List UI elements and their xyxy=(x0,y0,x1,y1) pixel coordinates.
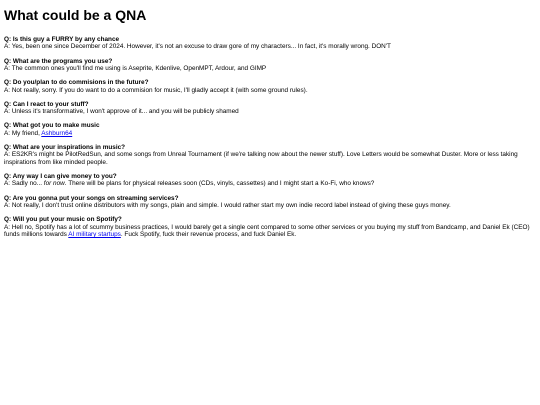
qna-item-music-start xyxy=(4,122,536,137)
answer-text: A: Not really, I don't trust online distributors with my songs, plain and simple. I would rather start my own indie record label instead of giving these guys money. xyxy=(4,202,451,210)
ashburn64-link[interactable]: Ashburn64 xyxy=(41,129,73,137)
answer-text xyxy=(4,180,536,187)
answer-text: A: Unless it's transformative, I won't approve of it... and you will be publicly shamed xyxy=(4,108,239,116)
question-text: Q: What are your inspirations in music? xyxy=(4,144,126,152)
qna-item-money xyxy=(4,173,536,188)
qna-item-inspirations xyxy=(4,144,536,166)
answer-prefix: A: Sadly no... xyxy=(4,180,44,188)
answer-text: A: Not really, sorry. If you do want to do a commision for music, I'll gladly accept it (with some ground rules). xyxy=(4,86,308,94)
answer-text: A: ES2KR's might be PilotRedSun, and some songs from Unreal Tournament (if we're talking now about the newer stuff). Love Letters would be somewhat Duster. More or less taking inspirations from like minded people. xyxy=(4,151,518,166)
answer-text xyxy=(4,224,536,239)
question-text: Q: Do you/plan to do commisions in the future? xyxy=(4,79,149,87)
answer-text: A: The common ones you'll find me using is Aseprite, Kdenlive, OpenMPT, Ardour, and GIMP xyxy=(4,65,267,73)
qna-item-spotify xyxy=(4,216,536,238)
answer-text: A: Yes, been one since December of 2024. However, it's not an excuse to draw gore of my characters... In fact, it's morally wrong. DON'T xyxy=(4,43,391,51)
answer-prefix: A: Hell no, Spotify has a lot of scummy business practices, I would barely get a single cent compared to some other services or you buying my stuff from Bandcamp, and Daniel Ek (CEO) funds millions towards xyxy=(4,223,530,239)
question-text: Q: Are you gonna put your songs on streaming services? xyxy=(4,194,179,202)
qna-item-commissions xyxy=(4,79,536,94)
answer-suffix: . There will be plans for physical releases soon (CDs, vinyls, cassettes) and I might start a Ko-Fi, who knows? xyxy=(64,180,375,188)
question-text: Q: Will you put your music on Spotify? xyxy=(4,216,122,224)
answer-emphasis: for now xyxy=(43,180,65,188)
ai-military-startups-link[interactable]: AI military startups xyxy=(68,231,121,239)
question-text: Q: Can I react to your stuff? xyxy=(4,100,89,108)
page-content xyxy=(4,6,536,245)
page-title: What could be a QNA xyxy=(4,7,147,23)
question-text: Q: Is this guy a FURRY by any chance xyxy=(4,36,120,43)
qna-item-furry xyxy=(4,36,536,51)
answer-prefix: A: My friend, xyxy=(4,129,42,137)
qna-item-programs xyxy=(4,58,536,73)
answer-suffix: . Fuck Spotify, fuck their revenue process, and fuck Daniel Ek. xyxy=(120,231,297,239)
qna-item-react xyxy=(4,101,536,116)
qna-item-streaming xyxy=(4,195,536,210)
answer-text xyxy=(4,130,536,137)
question-text: Q: What are the programs you use? xyxy=(4,57,113,65)
question-text: Q: Any way I can give money to you? xyxy=(4,173,117,181)
question-text: Q: What got you to make music xyxy=(4,122,100,130)
